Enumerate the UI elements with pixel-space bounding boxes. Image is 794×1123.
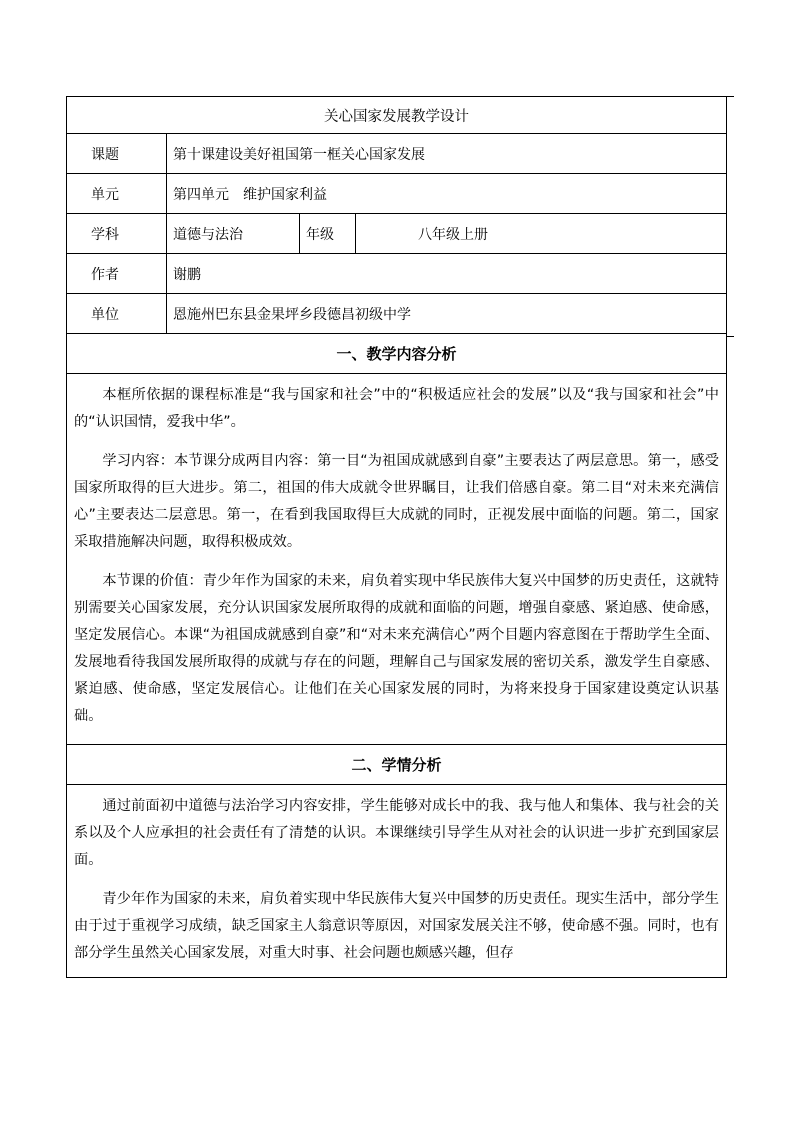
unit-row xyxy=(66,173,727,213)
topic-value: 第十课建设美好祖国第一框关心国家发展 xyxy=(166,134,425,173)
grade-label: 年级 xyxy=(299,214,334,253)
school-row xyxy=(66,293,727,333)
section-1-paragraph: 本框所依据的课程标准是“我与国家和社会”中的“积极适应社会的发展”以及“我与国家和社会”中的“认识国情，爱我中华”。 xyxy=(74,387,719,430)
lesson-plan-document xyxy=(66,96,727,978)
unit-value: 第四单元 维护国家利益 xyxy=(166,174,327,213)
section-1-body xyxy=(66,373,727,744)
section-2-body xyxy=(66,784,727,978)
unit-label: 单元 xyxy=(91,186,119,203)
school-value: 恩施州巴东县金果坪乡段德昌初级中学 xyxy=(166,294,411,333)
author-value: 谢鹏 xyxy=(166,254,201,293)
section-2-paragraph: 青少年作为国家的未来，肩负着实现中华民族伟大复兴中国梦的历史责任。现实生活中，部分学生由于过于重视学习成绩，缺乏国家主人翁意识等原因，对国家发展关注不够，使命感不强。同时，也有部分学生虽然关心国家发展，对重大时事、社会问题也颇感兴趣，但存 xyxy=(74,891,719,961)
author-row xyxy=(66,253,727,293)
title-row xyxy=(66,96,727,133)
section-1-paragraph: 学习内容：本节课分成两目内容：第一目“为祖国成就感到自豪”主要表达了两层意思。第一，感受国家所取得的巨大进步。第二，祖国的伟大成就令世界瞩目，让我们倍感自豪。第二目“对未来充满信心”主要表达二层意思。第一，在看到我国取得巨大成就的同时，正视发展中面临的问题。第二，国家采取措施解决问题，取得积极成效。 xyxy=(74,453,719,550)
section-1-heading: 一、教学内容分析 xyxy=(336,345,457,363)
table-edge-mark xyxy=(727,96,734,97)
subject-label: 学科 xyxy=(91,226,119,243)
section-2-heading: 二、学情分析 xyxy=(351,756,442,774)
topic-row xyxy=(66,133,727,173)
section-2-paragraph: 通过前面初中道德与法治学习内容安排，学生能够对成长中的我、我与他人和集体、我与社会的关系以及个人应承担的社会责任有了清楚的认识。本课继续引导学生从对社会的认识进一步扩充到国家层面。 xyxy=(74,798,719,868)
subject-value: 道德与法治 xyxy=(166,214,243,253)
section-1-paragraph: 本节课的价值：青少年作为国家的未来，肩负着实现中华民族伟大复兴中国梦的历史责任，这就特别需要关心国家发展，充分认识国家发展所取得的成就和面临的问题，增强自豪感、紧迫感、使命感，坚定发展信心。本课“为祖国成就感到自豪”和“对未来充满信心”两个目题内容意图在于帮助学生全面、发展地看待我国发展所取得的成就与存在的问题，理解自己与国家发展的密切关系，激发学生自豪感、紧迫感、使命感，坚定发展信心。让他们在关心国家发展的同时，为将来投身于国家建设奠定认识基础。 xyxy=(74,573,719,724)
table-edge-mark xyxy=(727,336,734,337)
section-1-header xyxy=(66,333,727,373)
document-title: 关心国家发展教学设计 xyxy=(324,108,469,125)
author-label: 作者 xyxy=(91,266,119,283)
subject-row xyxy=(66,213,727,253)
section-2-header xyxy=(66,744,727,784)
grade-value: 八年级上册 xyxy=(355,214,488,253)
school-label: 单位 xyxy=(91,306,119,323)
topic-label: 课题 xyxy=(91,146,119,163)
